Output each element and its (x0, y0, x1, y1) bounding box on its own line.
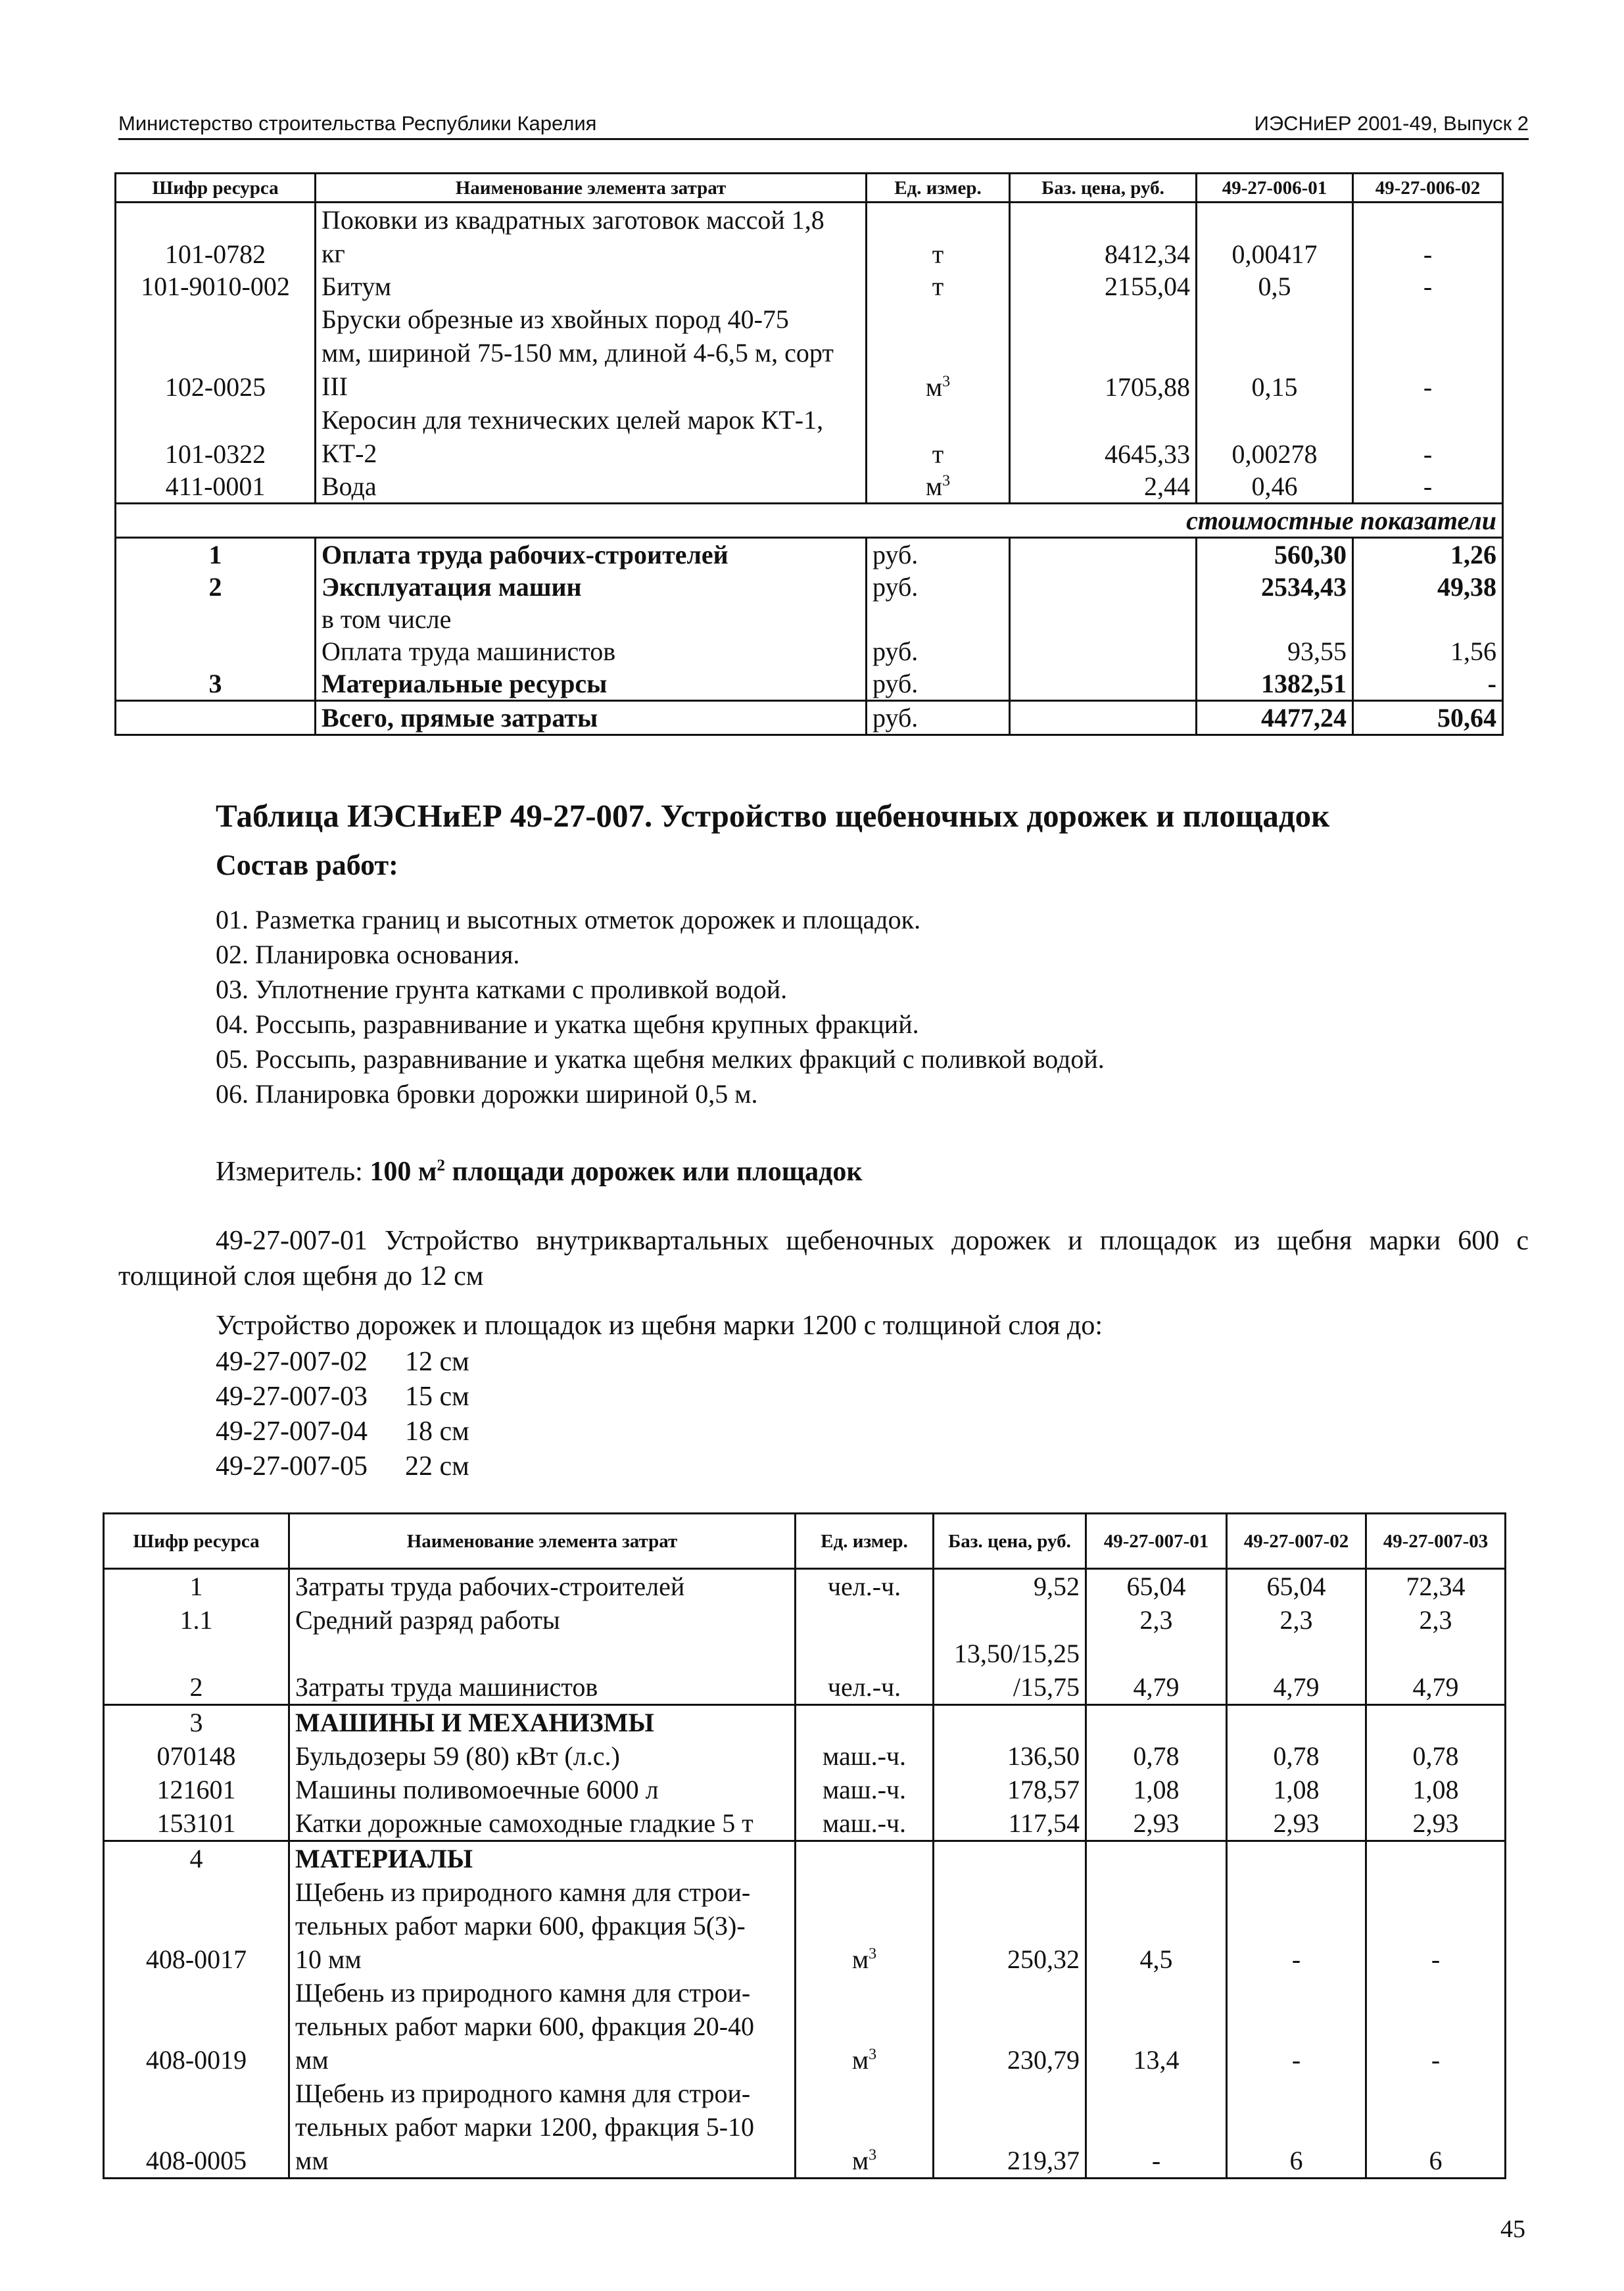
cell-price (1010, 701, 1197, 735)
cell-code: 2 (104, 1637, 289, 1705)
cell-name: Вода (316, 470, 867, 504)
col-header-unit: Ед. измер. (796, 1514, 934, 1569)
cell-name: Машины поливомоечные 6000 л (289, 1773, 796, 1806)
cell-v1: 0,15 (1197, 302, 1353, 403)
table-row (116, 571, 1503, 603)
cell-unit: чел.-ч. (796, 1569, 934, 1604)
cell-price: 13,50/15,25 /15,75 (934, 1637, 1086, 1705)
cell-unit: $м^3$ (867, 302, 1010, 403)
cell-price: 117,54 (934, 1806, 1086, 1841)
cell-v3: 0,78 (1366, 1739, 1506, 1773)
cell-v1: 4477,24 (1197, 701, 1353, 735)
works-heading: Состав работ: (216, 849, 398, 881)
cell-unit: руб. (867, 701, 1010, 735)
cell-v3: 72,34 (1366, 1569, 1506, 1604)
cell-v3: 2,93 (1366, 1806, 1506, 1841)
cell-v2: - (1227, 1976, 1366, 2077)
list-item: 06. Планировка бровки дорожки шириной 0,5 м. (216, 1079, 758, 1109)
cell-v1: 0,00417 (1197, 203, 1353, 271)
cell-unit (796, 1603, 934, 1637)
cell-v3: - (1366, 1976, 1506, 2077)
cell-name: Керосин для технических целей марок КТ-1, КТ-2 (316, 403, 867, 470)
cell-v2: 2,93 (1227, 1806, 1366, 1841)
cell-code: 153101 (104, 1806, 289, 1841)
cell-price (1010, 667, 1197, 701)
cell-code: 121601 (104, 1773, 289, 1806)
col-header-49-27-007-02: 49-27-007-02 (1227, 1514, 1366, 1569)
cell-v2: 0,78 (1227, 1739, 1366, 1773)
cell-v1: 2,3 (1086, 1603, 1227, 1637)
table-title: Таблица ИЭСНиЕР 49-27-007. Устройство щебеночных дорожек и площадок (216, 798, 1330, 834)
table-row (104, 1637, 1506, 1705)
cell-v1: 65,04 (1086, 1569, 1227, 1604)
table-row (104, 1773, 1506, 1806)
cell-price: 1705,88 (1010, 302, 1197, 403)
list-item: 49-27-007-05 22 см (216, 1451, 469, 1482)
cell-code (116, 635, 316, 667)
cell-code (116, 603, 316, 635)
table-row (104, 1603, 1506, 1637)
cell-v2: - (1353, 203, 1503, 271)
table-row (116, 538, 1503, 571)
cell-unit (867, 603, 1010, 635)
col-header-name: Наименование элемента затрат (289, 1514, 796, 1569)
cell-v3: 4,79 (1366, 1637, 1506, 1705)
table-row (116, 270, 1503, 302)
cell-v2: 4,79 (1227, 1637, 1366, 1705)
cell-v1: 560,30 (1197, 538, 1353, 571)
cell-unit: т (867, 270, 1010, 302)
cell-code: 408-0005 (104, 2077, 289, 2179)
item-intro: Устройство дорожек и площадок из щебня марки 1200 с толщиной слоя до: (216, 1311, 1103, 1341)
col-header-49-27-006-02: 49-27-006-02 (1353, 174, 1503, 203)
cell-code: 408-0017 (104, 1875, 289, 1976)
cell-v2: - (1353, 667, 1503, 701)
cell-name: в том числе (316, 603, 867, 635)
cell-name: Эксплуатация машин (316, 571, 867, 603)
table-row (116, 302, 1503, 403)
table-row (104, 1806, 1506, 1841)
cell-price: 178,57 (934, 1773, 1086, 1806)
cell-v1: 0,78 (1086, 1739, 1227, 1773)
resources-table-49-27-006 (114, 172, 1504, 736)
table-row (104, 1739, 1506, 1773)
cell-name: Затраты труда машинистов (289, 1637, 796, 1705)
section-label: стоимостные показатели (116, 504, 1503, 538)
table-row (104, 1875, 1506, 1976)
cell-unit: т (867, 403, 1010, 470)
cell-unit: руб. (867, 667, 1010, 701)
cell-v2: - (1353, 270, 1503, 302)
table-header-row (116, 174, 1503, 203)
cell-unit: руб. (867, 571, 1010, 603)
cell-code: 408-0019 (104, 1976, 289, 2077)
list-item: 03. Уплотнение грунта катками с проливкой водой. (216, 975, 788, 1004)
list-item: 49-27-007-03 15 см (216, 1382, 469, 1412)
cell-unit: т (867, 203, 1010, 271)
cell-name: Щебень из природного камня для строи- тельных работ марки 600, фракция 5(3)- 10 мм (289, 1875, 796, 1976)
cell-name: Щебень из природного камня для строи- тельных работ марки 1200, фракция 5-10 мм (289, 2077, 796, 2179)
cell-code: 4 (104, 1841, 289, 1876)
cell-v2: 1,08 (1227, 1773, 1366, 1806)
table-row (104, 2077, 1506, 2179)
meter-value: 100 м (370, 1157, 437, 1187)
table-row (116, 635, 1503, 667)
cell-v3: 6 (1366, 2077, 1506, 2179)
cell-name: Поковки из квадратных заготовок массой 1,8 кг (316, 203, 867, 271)
cell-v2 (1353, 603, 1503, 635)
cell-price: 230,79 (934, 1976, 1086, 2077)
table-row (116, 603, 1503, 635)
table-row (116, 403, 1503, 470)
cell-v1: 2,93 (1086, 1806, 1227, 1841)
table-row (104, 1976, 1506, 2077)
list-item: 01. Разметка границ и высотных отметок дорожек и площадок. (216, 905, 921, 934)
cell-unit: маш.-ч. (796, 1806, 934, 1841)
cell-v3: - (1366, 1875, 1506, 1976)
cell-price (1010, 635, 1197, 667)
col-header-49-27-007-01: 49-27-007-01 (1086, 1514, 1227, 1569)
cell-code: 1.1 (104, 1603, 289, 1637)
cell-v2: 49,38 (1353, 571, 1503, 603)
cell-v2: - (1353, 302, 1503, 403)
cell-v1: 0,46 (1197, 470, 1353, 504)
col-header-49-27-006-01: 49-27-006-01 (1197, 174, 1353, 203)
cell-v2: - (1227, 1875, 1366, 1976)
cell-unit: руб. (867, 635, 1010, 667)
cell-code: 3 (104, 1705, 289, 1740)
cell-v1: 1382,51 (1197, 667, 1353, 701)
cell-price (934, 1603, 1086, 1637)
cell-code: 2 (116, 571, 316, 603)
cell-v2: 50,64 (1353, 701, 1503, 735)
cell-v1: 2534,43 (1197, 571, 1353, 603)
cell-v3: 1,08 (1366, 1773, 1506, 1806)
cell-name: Битум (316, 270, 867, 302)
cell-code: 102-0025 (116, 302, 316, 403)
cell-v1: - (1086, 2077, 1227, 2179)
cell-v1: 0,5 (1197, 270, 1353, 302)
cell-price: 8412,34 (1010, 203, 1197, 271)
section-row-machines (104, 1705, 1506, 1740)
cell-v1: 1,08 (1086, 1773, 1227, 1806)
cell-code: 070148 (104, 1739, 289, 1773)
header-document-id: ИЭСНиЕР 2001-49, Выпуск 2 (1254, 112, 1529, 135)
item-49-27-007-01: 49-27-007-01 Устройство внутриквартальных щебеночных дорожек и площадок из щебня марки 600 с толщиной слоя щебня до 12 см (118, 1226, 1529, 1291)
cell-price: 9,52 (934, 1569, 1086, 1604)
table-header-row (104, 1514, 1506, 1569)
cell-code: 1 (116, 538, 316, 571)
cell-code: 1 (104, 1569, 289, 1604)
meter-line: Измеритель: 100 $м^2$ площади дорожек или площадок (216, 1157, 863, 1187)
col-header-name: Наименование элемента затрат (316, 174, 867, 203)
cell-unit: чел.-ч. (796, 1637, 934, 1705)
cell-unit: руб. (867, 538, 1010, 571)
table-row (116, 203, 1503, 271)
cell-unit: маш.-ч. (796, 1739, 934, 1773)
meter-label: Измеритель: (216, 1157, 370, 1187)
cell-v1: 0,00278 (1197, 403, 1353, 470)
cell-price: 2,44 (1010, 470, 1197, 504)
cell-name: Бульдозеры 59 (80) кВт (л.с.) (289, 1739, 796, 1773)
col-header-unit: Ед. измер. (867, 174, 1010, 203)
list-item: 04. Россыпь, разравнивание и укатка щебня крупных фракций. (216, 1009, 919, 1039)
cell-v1: 13,4 (1086, 1976, 1227, 2077)
cell-name: МАШИНЫ И МЕХАНИЗМЫ (289, 1705, 796, 1740)
cell-price: 219,37 (934, 2077, 1086, 2179)
cell-v1: 4,79 (1086, 1637, 1227, 1705)
cell-price: 250,32 (934, 1875, 1086, 1976)
cell-v2: 65,04 (1227, 1569, 1366, 1604)
cell-name: МАТЕРИАЛЫ (289, 1841, 796, 1876)
cell-unit: $м^3$ (796, 1976, 934, 2077)
cell-price: 2155,04 (1010, 270, 1197, 302)
section-row-materials (104, 1841, 1506, 1876)
cell-name: Всего, прямые затраты (316, 701, 867, 735)
cell-name: Оплата труда рабочих-строителей (316, 538, 867, 571)
cell-price (1010, 538, 1197, 571)
cell-code: 411-0001 (116, 470, 316, 504)
cell-v3: 2,3 (1366, 1603, 1506, 1637)
cell-v2: 6 (1227, 2077, 1366, 2179)
list-item: 05. Россыпь, разравнивание и укатка щебня мелких фракций с поливкой водой. (216, 1044, 1105, 1074)
cell-name: Щебень из природного камня для строи- тельных работ марки 600, фракция 20-40 мм (289, 1976, 796, 2077)
cell-price: 136,50 (934, 1739, 1086, 1773)
cell-unit: маш.-ч. (796, 1773, 934, 1806)
table-row (116, 470, 1503, 504)
items-list (216, 1345, 469, 1484)
cell-v2: - (1353, 403, 1503, 470)
cell-code: 101-0782 (116, 203, 316, 271)
cell-unit: $м^3$ (796, 1875, 934, 1976)
cell-v2: 1,26 (1353, 538, 1503, 571)
page-header (118, 109, 1529, 140)
cell-v2: - (1353, 470, 1503, 504)
cell-name: Материальные ресурсы (316, 667, 867, 701)
header-ministry: Министерство строительства Республики Карелия (118, 112, 597, 135)
total-row (116, 701, 1503, 735)
cell-unit: $м^3$ (796, 2077, 934, 2179)
page-number: 45 (1500, 2215, 1525, 2243)
cell-name: Затраты труда рабочих-строителей (289, 1569, 796, 1604)
cell-code (116, 701, 316, 735)
resources-table-49-27-007 (103, 1512, 1506, 2179)
works-list (216, 902, 1105, 1111)
section-row-cost-indicators (116, 504, 1503, 538)
cell-unit: $м^3$ (867, 470, 1010, 504)
col-header-code: Шифр ресурса (104, 1514, 289, 1569)
list-item: 02. Планировка основания. (216, 940, 520, 969)
cell-price: 4645,33 (1010, 403, 1197, 470)
cell-price (1010, 571, 1197, 603)
cell-v2: 1,56 (1353, 635, 1503, 667)
cell-name: Средний разряд работы (289, 1603, 796, 1637)
cell-name: Бруски обрезные из хвойных пород 40-75 мм, шириной 75-150 мм, длиной 4-6,5 м, сорт III (316, 302, 867, 403)
cell-v1: 93,55 (1197, 635, 1353, 667)
list-item: 49-27-007-04 18 см (216, 1416, 469, 1447)
cell-name: Оплата труда машинистов (316, 635, 867, 667)
table-row (116, 667, 1503, 701)
cell-price (1010, 603, 1197, 635)
cell-v1 (1197, 603, 1353, 635)
cell-name: Катки дорожные самоходные гладкие 5 т (289, 1806, 796, 1841)
cell-code: 101-9010-002 (116, 270, 316, 302)
col-header-price: Баз. цена, руб. (1010, 174, 1197, 203)
cell-v2: 2,3 (1227, 1603, 1366, 1637)
cell-code: 101-0322 (116, 403, 316, 470)
list-item: 49-27-007-02 12 см (216, 1347, 469, 1377)
col-header-code: Шифр ресурса (116, 174, 316, 203)
col-header-price: Баз. цена, руб. (934, 1514, 1086, 1569)
cell-code: 3 (116, 667, 316, 701)
table-row (104, 1569, 1506, 1604)
cell-v1: 4,5 (1086, 1875, 1227, 1976)
col-header-49-27-007-03: 49-27-007-03 (1366, 1514, 1506, 1569)
